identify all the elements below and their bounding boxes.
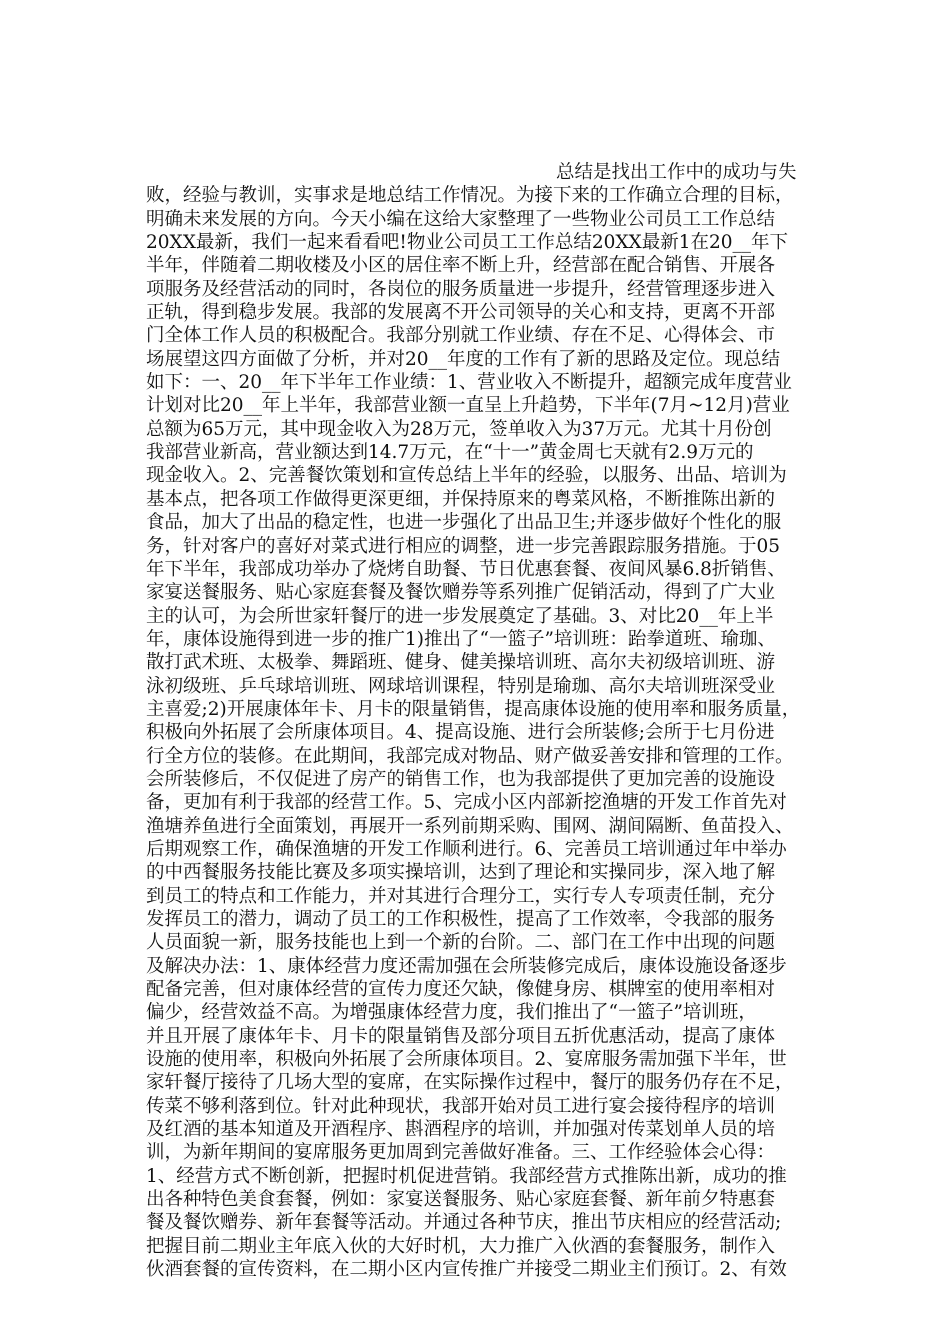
- body-text-line: 项服务及经营活动的同时，各岗位的服务质量进一步提升，经营管理逐步进入: [146, 278, 776, 300]
- body-text-line: 散打武术班、太极拳、舞蹈班、健身、健美操培训班、高尔夫初级培训班、游: [146, 652, 776, 674]
- body-text-line: 把握目前二期业主年底入伙的大好时机，大力推广入伙酒的套餐服务，制作入: [146, 1235, 776, 1257]
- body-text-line: 偏少，经营效益不高。为增强康体经营力度，我们推出了“一篮子”培训班，: [146, 1002, 757, 1024]
- body-text-line: 20XX最新，我们一起来看看吧!物业公司员工工作总结20XX最新1在20__年下: [146, 232, 789, 254]
- body-text-line: 明确未来发展的方向。今天小编在这给大家整理了一些物业公司员工工作总结: [146, 208, 776, 230]
- body-text-line: 场展望这四方面做了分析，并对20__年度的工作有了新的思路及定位。现总结: [146, 348, 781, 370]
- body-text-line: 主的认可，为会所世家轩餐厅的进一步发展奠定了基础。3、对比20__年上半: [146, 605, 774, 627]
- body-text-line: 并且开展了康体年卡、月卡的限量销售及部分项目五折优惠活动，提高了康体: [146, 1025, 776, 1047]
- body-text-line: 出各种特色美食套餐，例如：家宴送餐服务、贴心家庭套餐、新年前夕特惠套: [146, 1189, 776, 1211]
- body-text-line: 我部营业新高，营业额达到14.7万元，在“十一”黄金周七天就有2.9万元的: [146, 442, 754, 464]
- body-text-line: 现金收入。2、完善餐饮策划和宣传总结上半年的经验，以服务、出品、培训为: [146, 465, 787, 487]
- body-text-line: 后期观察工作，确保渔塘的开发工作顺利进行。6、完善员工培训通过年中举办: [146, 838, 787, 860]
- body-text-line: 门全体工作人员的积极配合。我部分别就工作业绩、存在不足、心得体会、市: [146, 325, 776, 347]
- body-text-line: 务，针对客户的喜好对菜式进行相应的调整，进一步完善跟踪服务措施。于05: [146, 535, 781, 557]
- body-text-line: 败，经验与教训，实事求是地总结工作情况。为接下来的工作确立合理的目标，: [146, 185, 794, 207]
- body-text-line: 的中西餐服务技能比赛及多项实操培训，达到了理论和实操同步，深入地了解: [146, 862, 776, 884]
- body-text-line: 发挥员工的潜力，调动了员工的工作积极性，提高了工作效率，令我部的服务: [146, 909, 776, 930]
- body-text-line: 餐及餐饮赠券、新年套餐等活动。并通过各种节庆，推出节庆相应的经营活动;: [146, 1212, 782, 1234]
- body-text-line: 配备完善，但对康体经营的宣传力度还欠缺，像健身房、棋牌室的使用率相对: [146, 979, 776, 1001]
- body-text-line: 基本点，把各项工作做得更深更细，并保持原来的粤菜风格，不断推陈出新的: [146, 488, 776, 510]
- body-text-line: 家宴送餐服务、贴心家庭套餐及餐饮赠券等系列推广促销活动，得到了广大业: [146, 582, 776, 604]
- body-text-line: 及解决办法：1、康体经营力度还需加强在会所装修完成后，康体设施设备逐步: [146, 955, 787, 977]
- body-text-line: 备，更加有利于我部的经营工作。5、完成小区内部新挖渔塘的开发工作首先对: [146, 792, 787, 814]
- body-text-line: 设施的使用率，积极向外拓展了会所康体项目。2、宴席服务需加强下半年，世: [146, 1049, 787, 1071]
- body-text-line: 到员工的特点和工作能力，并对其进行合理分工，实行专人专项责任制，充分: [146, 885, 776, 907]
- body-text-line: 伙酒套餐的宣传资料，在二期小区内宣传推广并接受二期业主们预订。2、有效: [146, 1259, 787, 1281]
- body-text-line: 正轨，得到稳步发展。我部的发展离不开公司领导的关心和支持，更离不开部: [146, 302, 776, 324]
- body-text-line: 1、经营方式不断创新，把握时机促进营销。我部经营方式推陈出新，成功的推: [146, 1165, 787, 1187]
- body-text-line: 半年，伴随着二期收楼及小区的居住率不断上升，经营部在配合销售、开展各: [146, 255, 776, 277]
- body-text-line: 及红酒的基本知道及开酒程序、斟酒程序的培训，并加强对传菜划单人员的培: [146, 1119, 776, 1141]
- body-text-line: 计划对比20__年上半年，我部营业额一直呈上升趋势，下半年(7月~12月)营业: [146, 395, 790, 417]
- body-text-line: 泳初级班、乒乓球培训班、网球培训课程，特别是瑜珈、高尔夫培训班深受业: [146, 675, 776, 697]
- document-body: [146, 161, 806, 1282]
- body-text-line: 家轩餐厅接待了几场大型的宴席，在实际操作过程中，餐厅的服务仍存在不足，: [146, 1072, 794, 1094]
- body-text-line: 年下半年，我部成功举办了烧烤自助餐、节日优惠套餐、夜间风暴6.8折销售、: [146, 558, 786, 580]
- opening-line: 总结是找出工作中的成功与失: [556, 162, 797, 183]
- body-text-line: 传菜不够利落到位。针对此种现状，我部开始对员工进行宴会接待程序的培训: [146, 1095, 776, 1117]
- body-text-line: 食品，加大了出品的稳定性，也进一步强化了出品卫生;并逐步做好个性化的服: [146, 512, 782, 534]
- body-text-line: 训，为新年期间的宴席服务更加周到完善做好准备。三、工作经验体会心得：: [146, 1142, 776, 1164]
- body-text-line: 渔塘养鱼进行全面策划，再展开一系列前期采购、围网、湖间隔断、鱼苗投入、: [146, 815, 794, 837]
- body-text-line: 如下：一、20__年下半年工作业绩：1、营业收入不断提升，超额完成年度营业: [146, 372, 792, 394]
- body-text-line: 行全方位的装修。在此期间，我部完成对物品、财产做妥善安排和管理的工作。: [146, 745, 794, 767]
- body-text-line: 年，康体设施得到进一步的推广1)推出了“一篮子”培训班：跆拳道班、瑜珈、: [146, 628, 776, 650]
- body-text-line: 总额为65万元，其中现金收入为28万元，签单收入为37万元。尤其十月份创: [146, 418, 772, 440]
- body-text-line: 主喜爱;2)开展康体年卡、月卡的限量销售，提高康体设施的使用率和服务质量，: [146, 698, 801, 720]
- body-text-line: 积极向外拓展了会所康体项目。4、提高设施、进行会所装修;会所于七月份进: [146, 722, 775, 744]
- body-text-line: 人员面貌一新，服务技能也上到一个新的台阶。二、部门在工作中出现的问题: [146, 932, 776, 954]
- body-text-line: 会所装修后，不仅促进了房产的销售工作，也为我部提供了更加完善的设施设: [146, 768, 776, 790]
